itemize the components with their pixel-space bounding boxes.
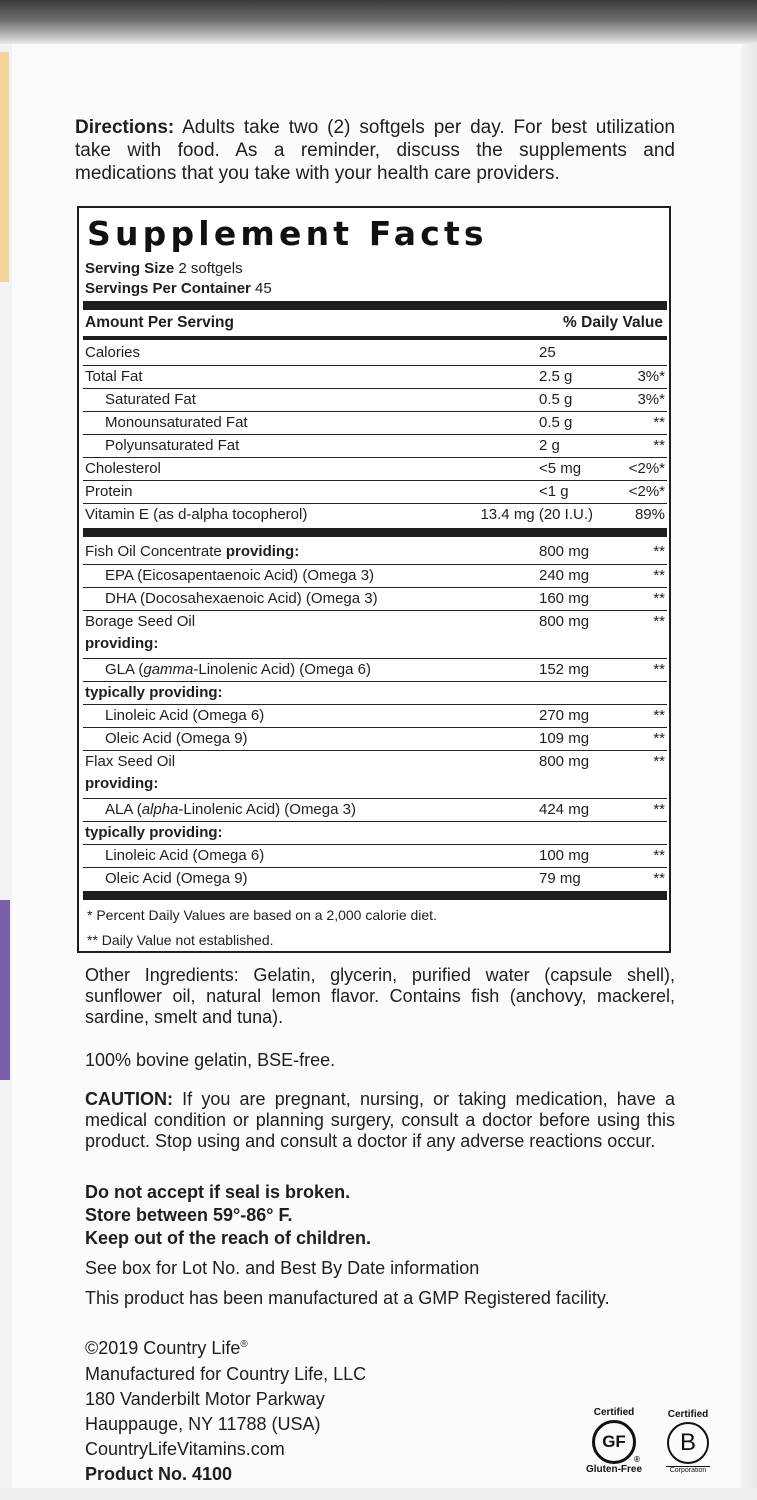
footnote-daily-values: * Percent Daily Values are based on a 2,000 calorie diet.: [87, 907, 437, 923]
nutrient-amount: 2 g: [539, 437, 560, 454]
ingredient-amount: 800 mg: [539, 543, 590, 560]
daily-value-header: % Daily Value: [563, 314, 663, 331]
ingredient-dv: **: [653, 543, 665, 560]
orange-accent-strip: [0, 52, 9, 282]
caution-label: CAUTION:: [85, 1089, 173, 1109]
warning-storage: Store between 59°-86° F.: [85, 1205, 293, 1225]
ingredient-row: [83, 821, 667, 844]
ingredient-name: [105, 799, 356, 821]
ingredient-name: typically providing:: [85, 684, 223, 701]
serving-size-label: Serving Size: [85, 260, 175, 277]
ingredient-name-italic: gamma: [143, 661, 194, 678]
nutrient-amount: 0.5 g: [539, 414, 573, 431]
nutrient-dv: <2%*: [628, 483, 665, 500]
ingredient-name-post: -Linolenic Acid) (Omega 3): [178, 801, 356, 818]
thick-divider: [83, 891, 667, 900]
ingredient-row: [83, 564, 667, 587]
gmp-statement: This product has been manufactured at a GMP Registered facility.: [85, 1288, 610, 1308]
ingredient-dv: **: [653, 801, 665, 818]
ingredient-amount: 100 mg: [539, 847, 590, 864]
address-line-2: Hauppauge, NY 11788 (USA): [85, 1414, 321, 1434]
medium-divider: [83, 336, 667, 340]
ingredient-name: providing:: [85, 635, 159, 652]
nutrient-name: Cholesterol: [85, 460, 161, 477]
nutrient-row: [83, 388, 667, 411]
address-line-1: 180 Vanderbilt Motor Parkway: [85, 1389, 325, 1409]
b-corp-icon: [667, 1422, 709, 1464]
bcorp-label: Corporation: [666, 1466, 710, 1474]
ingredient-name-text: Fish Oil Concentrate: [85, 543, 226, 560]
ingredient-name-pre: GLA (: [105, 661, 144, 678]
ingredient-row: [83, 867, 667, 890]
ingredient-amount: 152 mg: [539, 661, 590, 678]
ingredient-dv: **: [653, 590, 665, 607]
ingredient-dv: **: [653, 661, 665, 678]
directions-text: [75, 116, 675, 185]
ingredient-name-pre: ALA (: [105, 801, 142, 818]
nutrient-row: [83, 365, 667, 388]
nutrient-name: Protein: [85, 483, 133, 500]
nutrient-dv: **: [653, 437, 665, 454]
ingredient-amount: 79 mg: [539, 870, 581, 887]
nutrient-name: Polyunsaturated Fat: [105, 437, 240, 454]
purple-accent-strip: [0, 900, 10, 1080]
nutrient-name: Monounsaturated Fat: [105, 414, 248, 431]
thick-divider: [83, 528, 667, 537]
nutrient-amount: <1 g: [539, 483, 569, 500]
nutrient-name: Calories: [85, 344, 141, 361]
ingredient-dv: **: [653, 567, 665, 584]
nutrient-dv: 89%: [634, 506, 665, 523]
nutrient-row: [83, 457, 667, 480]
nutrient-amount: 2.5 g: [539, 368, 573, 385]
nutrient-dv: 3%*: [637, 391, 665, 408]
servings-value: 45: [250, 280, 272, 297]
thick-divider: [83, 301, 667, 310]
nutrient-amount: 0.5 g: [539, 391, 573, 408]
gelatin-note: 100% bovine gelatin, BSE-free.: [85, 1050, 336, 1070]
amount-header-row: [85, 314, 663, 332]
nutrient-name: Saturated Fat: [105, 391, 196, 408]
nutrient-amount: 25: [539, 344, 556, 361]
ingredient-dv: **: [653, 753, 665, 770]
other-ingredients: Other Ingredients: Gelatin, glycerin, purified water (capsule shell), sunflower oil, natural lemon flavor. Contains fish (anchovy, mackerel, sardine, smelt and tuna).: [85, 965, 675, 1027]
ingredient-dv: **: [653, 707, 665, 724]
gluten-free-icon: [592, 1420, 636, 1464]
serving-size-value: 2 softgels: [174, 260, 243, 277]
ingredient-row: [83, 610, 667, 633]
box-top-edge: [0, 0, 757, 44]
warning-children: Keep out of the reach of children.: [85, 1228, 372, 1248]
nutrient-row: [83, 434, 667, 457]
ingredient-name: Linoleic Acid (Omega 6): [105, 847, 265, 864]
ingredient-name: Oleic Acid (Omega 9): [105, 730, 248, 747]
caution-text: [85, 1089, 675, 1152]
ingredient-row: [83, 633, 667, 655]
nutrient-dv: 3%*: [637, 368, 665, 385]
amount-per-serving-header: Amount Per Serving: [85, 314, 234, 331]
nutrient-row: [83, 480, 667, 503]
nutrient-amount: 13.4 mg (20 I.U.): [480, 506, 593, 523]
manufacturer: Manufactured for Country Life, LLC: [85, 1364, 367, 1384]
ingredient-name: Oleic Acid (Omega 9): [105, 870, 248, 887]
nutrient-dv: <2%*: [628, 460, 665, 477]
nutrient-name: Vitamin E (as d-alpha tocopherol): [85, 506, 308, 523]
nutrient-amount: <5 mg: [539, 460, 582, 477]
bcorp-certified-text: Certified: [667, 1409, 709, 1420]
gf-certified-text: Certified: [593, 1407, 635, 1418]
facts-title: Supplement Facts: [87, 214, 488, 253]
ingredient-row: [83, 844, 667, 867]
b-corp-badge: [660, 1409, 716, 1474]
gf-registered-icon: ®: [634, 1455, 640, 1464]
ingredient-row: [83, 658, 667, 681]
ingredient-dv: **: [653, 870, 665, 887]
ingredient-name-italic: alpha: [141, 801, 179, 818]
nutrient-row: [83, 342, 667, 364]
gf-label: Gluten-Free: [585, 1464, 643, 1475]
warning-seal: Do not accept if seal is broken.: [85, 1182, 351, 1202]
supplement-facts-panel: [77, 206, 671, 953]
ingredient-name: [85, 541, 299, 563]
copyright: [85, 1334, 248, 1359]
caution-body: If you are pregnant, nursing, or taking medication, have a medical condition or planning surgery, consult a doctor before using this product. Stop using and consult a doctor if any adverse reactions occur.: [85, 1089, 675, 1151]
ingredient-amount: 270 mg: [539, 707, 590, 724]
bcorp-mark: B: [679, 1429, 696, 1456]
ingredient-dv: **: [653, 730, 665, 747]
ingredient-row: [83, 541, 667, 563]
nutrient-row: [83, 503, 667, 526]
directions-body: Adults take two (2) softgels per day. For best utilization take with food. As a reminder, discuss the supplements and medications that you take with your health care providers.: [75, 117, 675, 184]
ingredient-name: DHA (Docosahexaenoic Acid) (Omega 3): [105, 590, 378, 607]
nutrient-name: Total Fat: [85, 368, 143, 385]
ingredient-amount: 109 mg: [539, 730, 590, 747]
ingredient-dv: **: [653, 613, 665, 630]
ingredient-amount: 800 mg: [539, 753, 590, 770]
footnote-not-established: ** Daily Value not established.: [87, 932, 274, 948]
directions-label: Directions:: [75, 117, 175, 138]
ingredient-row: [83, 704, 667, 727]
ingredient-amount: 800 mg: [539, 613, 590, 630]
servings-label: Servings Per Container: [85, 280, 251, 297]
nutrient-row: [83, 411, 667, 434]
gluten-free-badge: [584, 1407, 644, 1475]
nutrient-dv: **: [653, 414, 665, 431]
ingredient-row: [83, 798, 667, 821]
ingredient-name: typically providing:: [85, 824, 223, 841]
ingredient-amount: 240 mg: [539, 567, 590, 584]
registered-mark: ®: [240, 1339, 248, 1350]
ingredient-row: [83, 773, 667, 795]
copyright-text: ©2019 Country Life: [85, 1338, 241, 1358]
ingredient-name: [105, 659, 371, 681]
box-right-edge: [741, 44, 757, 1500]
lot-info: See box for Lot No. and Best By Date information: [85, 1258, 480, 1278]
ingredient-name: Borage Seed Oil: [85, 613, 196, 630]
ingredient-name: Linoleic Acid (Omega 6): [105, 707, 265, 724]
ingredient-name-bold: providing:: [225, 543, 300, 560]
ingredient-name-post: -Linolenic Acid) (Omega 6): [193, 661, 371, 678]
ingredient-dv: **: [653, 847, 665, 864]
product-number: Product No. 4100: [85, 1464, 233, 1484]
servings-per-container: [85, 280, 272, 297]
ingredient-name: providing:: [85, 775, 159, 792]
ingredient-name: Flax Seed Oil: [85, 753, 176, 770]
ingredient-row: [83, 750, 667, 773]
ingredient-name: EPA (Eicosapentaenoic Acid) (Omega 3): [105, 567, 375, 584]
box-bottom-edge: [0, 1488, 757, 1500]
serving-size: [85, 260, 243, 277]
website: CountryLifeVitamins.com: [85, 1439, 285, 1459]
ingredient-row: [83, 727, 667, 750]
ingredient-amount: 424 mg: [539, 801, 590, 818]
ingredient-row: [83, 587, 667, 610]
ingredient-row: [83, 681, 667, 704]
gf-mark: GF: [602, 1432, 626, 1451]
ingredient-amount: 160 mg: [539, 590, 590, 607]
